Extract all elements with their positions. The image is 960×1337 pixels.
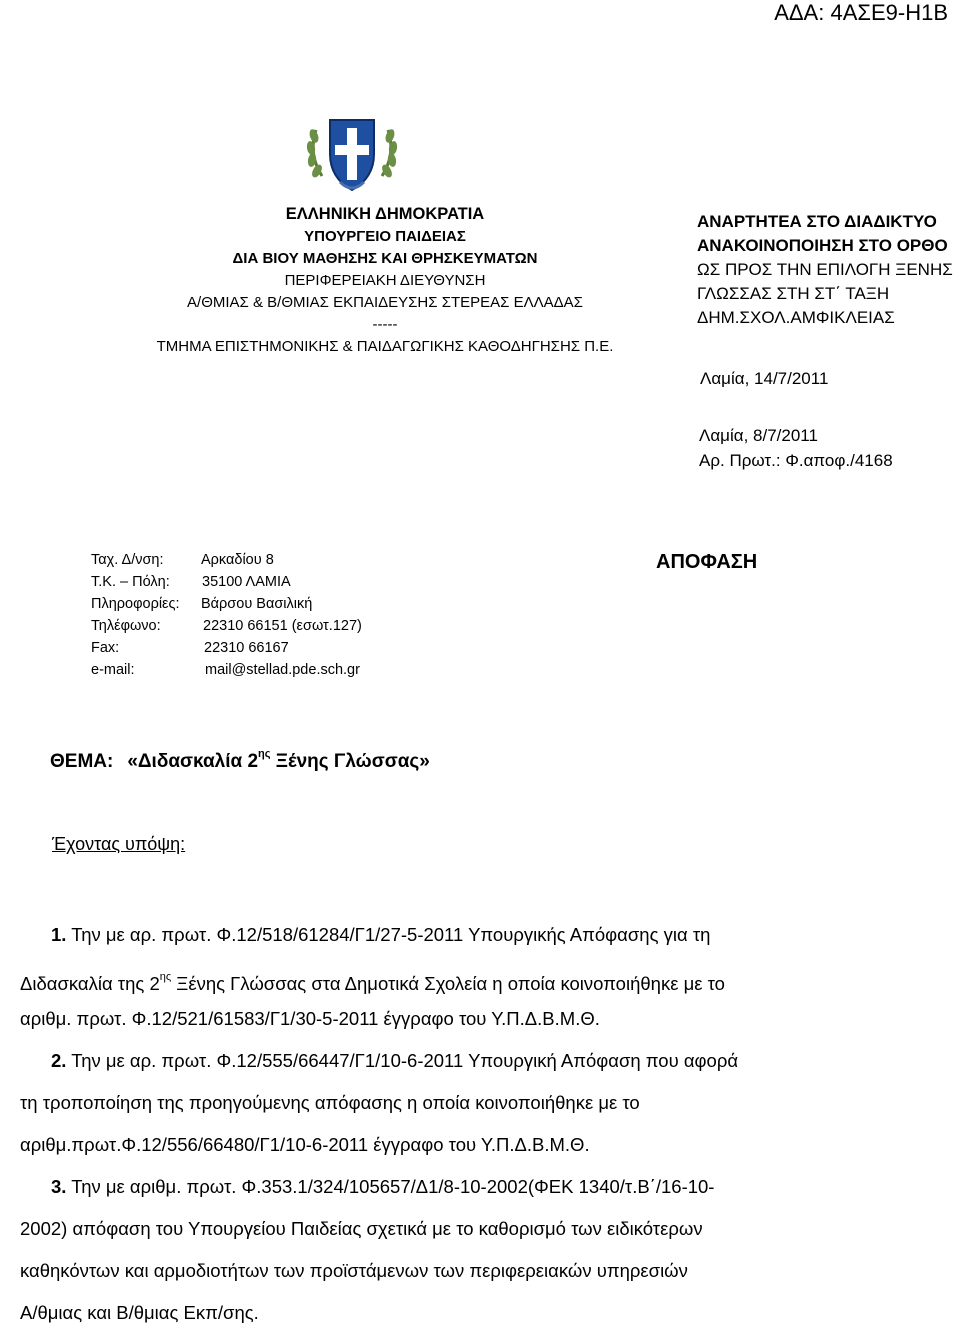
greek-coat-of-arms-icon	[300, 106, 404, 200]
issuer-header	[130, 202, 640, 358]
subject-superscript: ης	[258, 748, 271, 760]
notice-line-1: ΑΝΑΡΤΗΤΕΑ ΣΤΟ ΔΙΑΔΙΚΤΥΟ	[697, 212, 937, 231]
list-item-2-line	[20, 1043, 940, 1085]
notice-line-5: ΔΗΜ.ΣΧΟΛ.ΑΜΦΙΚΛΕΙΑΣ	[697, 308, 895, 327]
header-separator: -----	[372, 316, 398, 333]
ada-code: ΑΔΑ: 4ΑΣΕ9-Η1Β	[774, 0, 948, 25]
ministry-name: ΥΠΟΥΡΓΕΙΟ ΠΑΙΔΕΙΑΣ	[304, 228, 466, 245]
list-item-3-line	[20, 1211, 940, 1253]
protocol-number: Αρ. Πρωτ.: Φ.αποφ./4168	[699, 451, 893, 470]
list-item-3-line	[20, 1295, 940, 1337]
subject-text-start: «Διδασκαλία 2	[127, 751, 259, 772]
list-item-text: αριθμ. πρωτ. Φ.12/521/61583/Γ1/30-5-2011 έγγραφο του Υ.Π.Δ.Β.Μ.Θ.	[20, 1008, 600, 1029]
contact-value: Αρκαδίου 8	[201, 552, 274, 568]
list-item-1-line	[20, 959, 940, 1001]
notice-line-2: ΑΝΑΚΟΙΝΟΠΟΙΗΣΗ ΣΤΟ ΟΡΘΟ	[697, 236, 948, 255]
list-item-2-line	[20, 1127, 940, 1169]
list-item-text: Την με αρ. πρωτ. Φ.12/555/66447/Γ1/10-6-2011 Υπουργική Απόφαση που αφορά	[66, 1050, 739, 1071]
list-item-number: 3.	[51, 1176, 67, 1197]
list-item-number: 2.	[51, 1050, 67, 1071]
education-level: Α/ΘΜΙΑΣ & Β/ΘΜΙΑΣ ΕΚΠΑΙΔΕΥΣΗΣ ΣΤΕΡΕΑΣ ΕΛΛΑΔΑΣ	[187, 294, 583, 311]
list-item-1-line	[20, 1001, 940, 1043]
posting-notice	[697, 210, 960, 330]
document-date-block	[699, 423, 893, 473]
decision-title: ΑΠΟΦΑΣΗ	[656, 551, 758, 573]
contact-value: Βάρσου Βασιλική	[201, 596, 313, 612]
regional-directorate: ΠΕΡΙΦΕΡΕΙΑΚΗ ΔΙΕΥΘΥΝΣΗ	[284, 272, 486, 289]
contact-label: Πληροφορίες:	[91, 596, 180, 612]
correction-date: Λαμία, 14/7/2011	[700, 369, 829, 388]
considerations-list	[20, 917, 940, 1337]
list-item-text: Ξένης Γλώσσας στα Δημοτικά Σχολεία η οποία κοινοποιήθηκε με το	[171, 973, 725, 994]
list-item-3-line	[20, 1169, 940, 1211]
contact-value: 35100 ΛΑΜΙΑ	[202, 574, 291, 590]
list-item-1-line	[20, 917, 940, 959]
list-item-text: καθηκόντων και αρμοδιοτήτων των προϊστάμενων των περιφερειακών υπηρεσιών	[20, 1260, 688, 1281]
list-item-number: 1.	[51, 924, 67, 945]
republic-title: ΕΛΛΗΝΙΚΗ ΔΗΜΟΚΡΑΤΙΑ	[285, 205, 485, 223]
notice-line-4: ΓΛΩΣΣΑΣ ΣΤΗ ΣΤ΄ ΤΑΞΗ	[697, 284, 890, 303]
contact-label: Τηλέφωνο:	[91, 618, 161, 634]
list-item-3-line	[20, 1253, 940, 1295]
subject-line	[50, 748, 430, 773]
email-link[interactable]: mail@stellad.pde.sch.gr	[205, 662, 360, 678]
list-item-superscript: ης	[159, 971, 172, 983]
ministry-full-name: ΔΙΑ ΒΙΟΥ ΜΑΘΗΣΗΣ ΚΑΙ ΘΡΗΣΚΕΥΜΑΤΩΝ	[232, 250, 538, 267]
list-item-text: Την με αρ. πρωτ. Φ.12/518/61284/Γ1/27-5-2011 Υπουργικής Απόφασης για τη	[66, 924, 711, 945]
contact-label: e-mail:	[91, 662, 135, 678]
list-item-2-line	[20, 1085, 940, 1127]
contact-value: 22310 66167	[204, 640, 289, 656]
contact-label: Ταχ. Δ/νση:	[91, 552, 164, 568]
list-item-text: Α/θμιας και Β/θμιας Εκπ/σης.	[20, 1302, 259, 1323]
contact-value: 22310 66151 (εσωτ.127)	[203, 618, 362, 634]
original-date: Λαμία, 8/7/2011	[699, 426, 818, 445]
considering-heading: Έχοντας υπόψη:	[52, 834, 186, 854]
department-name: ΤΜΗΜΑ ΕΠΙΣΤΗΜΟΝΙΚΗΣ & ΠΑΙΔΑΓΩΓΙΚΗΣ ΚΑΘΟΔΗΓΗΣΗΣ Π.Ε.	[156, 338, 614, 355]
subject-label: ΘΕΜΑ:	[50, 751, 114, 772]
list-item-text: αριθμ.πρωτ.Φ.12/556/66480/Γ1/10-6-2011 έγγραφο του Υ.Π.Δ.Β.Μ.Θ.	[20, 1134, 590, 1155]
list-item-text: Διδασκαλία της 2	[20, 973, 160, 994]
list-item-text: 2002) απόφαση του Υπουργείου Παιδείας σχετικά με το καθορισμό των ειδικότερων	[20, 1218, 703, 1239]
notice-line-3: ΩΣ ΠΡΟΣ ΤΗΝ ΕΠΙΛΟΓΗ ΞΕΝΗΣ	[697, 260, 953, 279]
list-item-text: τη τροποποίηση της προηγούμενης απόφασης η οποία κοινοποιήθηκε με το	[20, 1092, 640, 1113]
contact-label: Fax:	[91, 640, 120, 656]
list-item-text: Την με αριθμ. πρωτ. Φ.353.1/324/105657/Δ1/8-10-2002(ΦΕΚ 1340/τ.Β΄/16-10-	[66, 1176, 715, 1197]
subject-text-end: Ξένης Γλώσσας»	[270, 751, 430, 772]
contact-label: Τ.Κ. – Πόλη:	[91, 574, 170, 590]
